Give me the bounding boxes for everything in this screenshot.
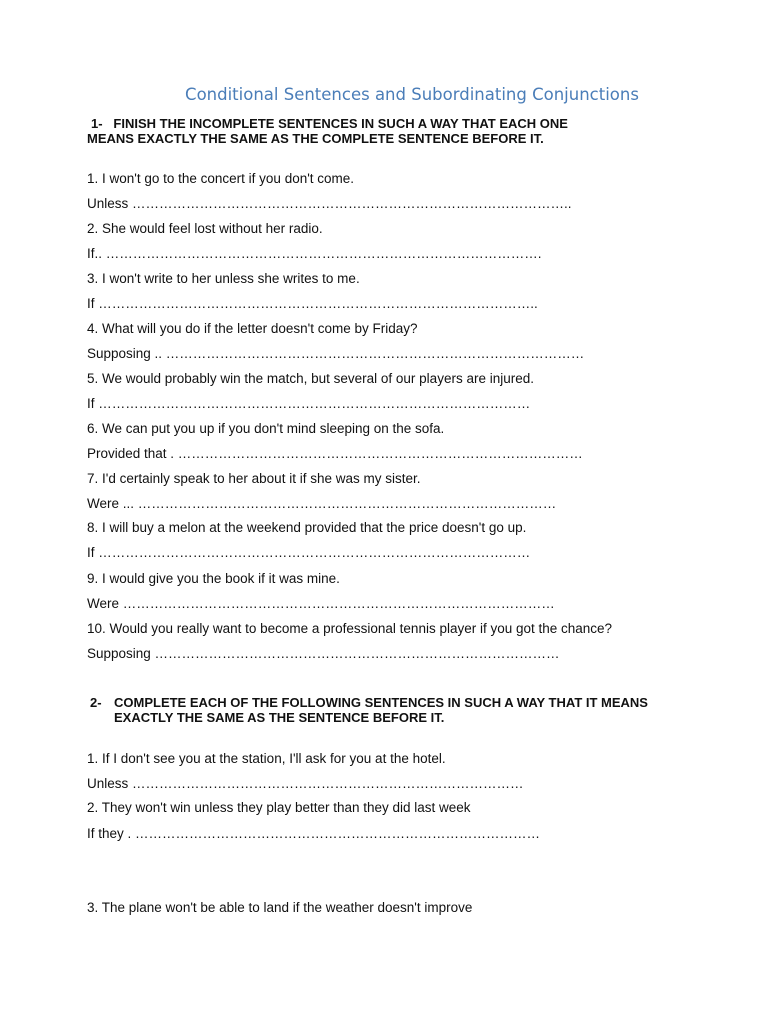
exercise-1-3-sentence: 3. I won't write to her unless she writes to me. bbox=[87, 271, 360, 286]
exercise-1-2-answer-line[interactable]: If.. ……………………………………………………………………………………. bbox=[87, 246, 542, 261]
section-1-heading bbox=[87, 116, 707, 146]
exercise-1-8-answer-line[interactable]: If …………………………………………………………………………………… bbox=[87, 545, 531, 560]
exercise-1-1-sentence: 1. I won't go to the concert if you don't come. bbox=[87, 171, 355, 186]
exercise-1-7-answer-line[interactable]: Were ... ………………………………………………………………………………… bbox=[87, 496, 557, 511]
exercise-2-2-sentence: 2. They won't win unless they play better than they did last week bbox=[87, 800, 471, 815]
section-2-number: 2- bbox=[90, 695, 102, 710]
exercise-2-1-answer-line[interactable]: Unless …………………………………………………………………………… bbox=[87, 776, 524, 791]
exercise-2-1-sentence: 1. If I don't see you at the station, I'll ask for you at the hotel. bbox=[87, 751, 446, 766]
exercise-1-7-sentence: 7. I'd certainly speak to her about it if she was my sister. bbox=[87, 471, 421, 486]
exercise-2-3-sentence: 3. The plane won't be able to land if the weather doesn't improve bbox=[87, 900, 473, 915]
exercise-1-6-sentence: 6. We can put you up if you don't mind sleeping on the sofa. bbox=[87, 421, 445, 436]
exercise-1-9-answer-line[interactable]: Were …………………………………………………………………………………… bbox=[87, 596, 555, 611]
exercise-1-8-sentence: 8. I will buy a melon at the weekend provided that the price doesn't go up. bbox=[87, 520, 527, 535]
exercise-1-4-sentence: 4. What will you do if the letter doesn't come by Friday? bbox=[87, 321, 418, 336]
section-1-heading-line1: FINISH THE INCOMPLETE SENTENCES IN SUCH A WAY THAT EACH ONE bbox=[113, 116, 568, 131]
section-2-heading-line2: EXACTLY THE SAME AS THE SENTENCE BEFORE IT. bbox=[114, 710, 445, 725]
exercise-1-6-answer-line[interactable]: Provided that . ……………………………………………………………………………… bbox=[87, 446, 583, 461]
exercise-1-10-sentence: 10. Would you really want to become a professional tennis player if you got the chance? bbox=[87, 621, 613, 636]
exercise-1-9-sentence: 9. I would give you the book if it was mine. bbox=[87, 571, 340, 586]
section-1-number: 1- bbox=[91, 116, 103, 131]
exercise-1-5-sentence: 5. We would probably win the match, but several of our players are injured. bbox=[87, 371, 534, 386]
section-2-heading-line1: COMPLETE EACH OF THE FOLLOWING SENTENCES IN SUCH A WAY THAT IT MEANS bbox=[114, 695, 648, 710]
exercise-1-10-answer-line[interactable]: Supposing ……………………………………………………………………………… bbox=[87, 646, 560, 661]
exercise-1-1-answer-line[interactable]: Unless …………………………………………………………………………………….. bbox=[87, 196, 572, 211]
exercise-2-2-answer-line[interactable]: If they . ……………………………………………………………………………… bbox=[87, 826, 541, 841]
exercise-1-3-answer-line[interactable]: If …………………………………………………………………………………….. bbox=[87, 296, 538, 311]
page-title: Conditional Sentences and Subordinating Conjunctions bbox=[185, 85, 639, 104]
exercise-1-4-answer-line[interactable]: Supposing .. ………………………………………………………………………………… bbox=[87, 346, 585, 361]
section-2-heading bbox=[87, 695, 727, 725]
section-1-heading-line2: MEANS EXACTLY THE SAME AS THE COMPLETE SENTENCE BEFORE IT. bbox=[87, 131, 544, 146]
exercise-1-2-sentence: 2. She would feel lost without her radio. bbox=[87, 221, 323, 236]
exercise-1-5-answer-line[interactable]: If …………………………………………………………………………………… bbox=[87, 396, 531, 411]
